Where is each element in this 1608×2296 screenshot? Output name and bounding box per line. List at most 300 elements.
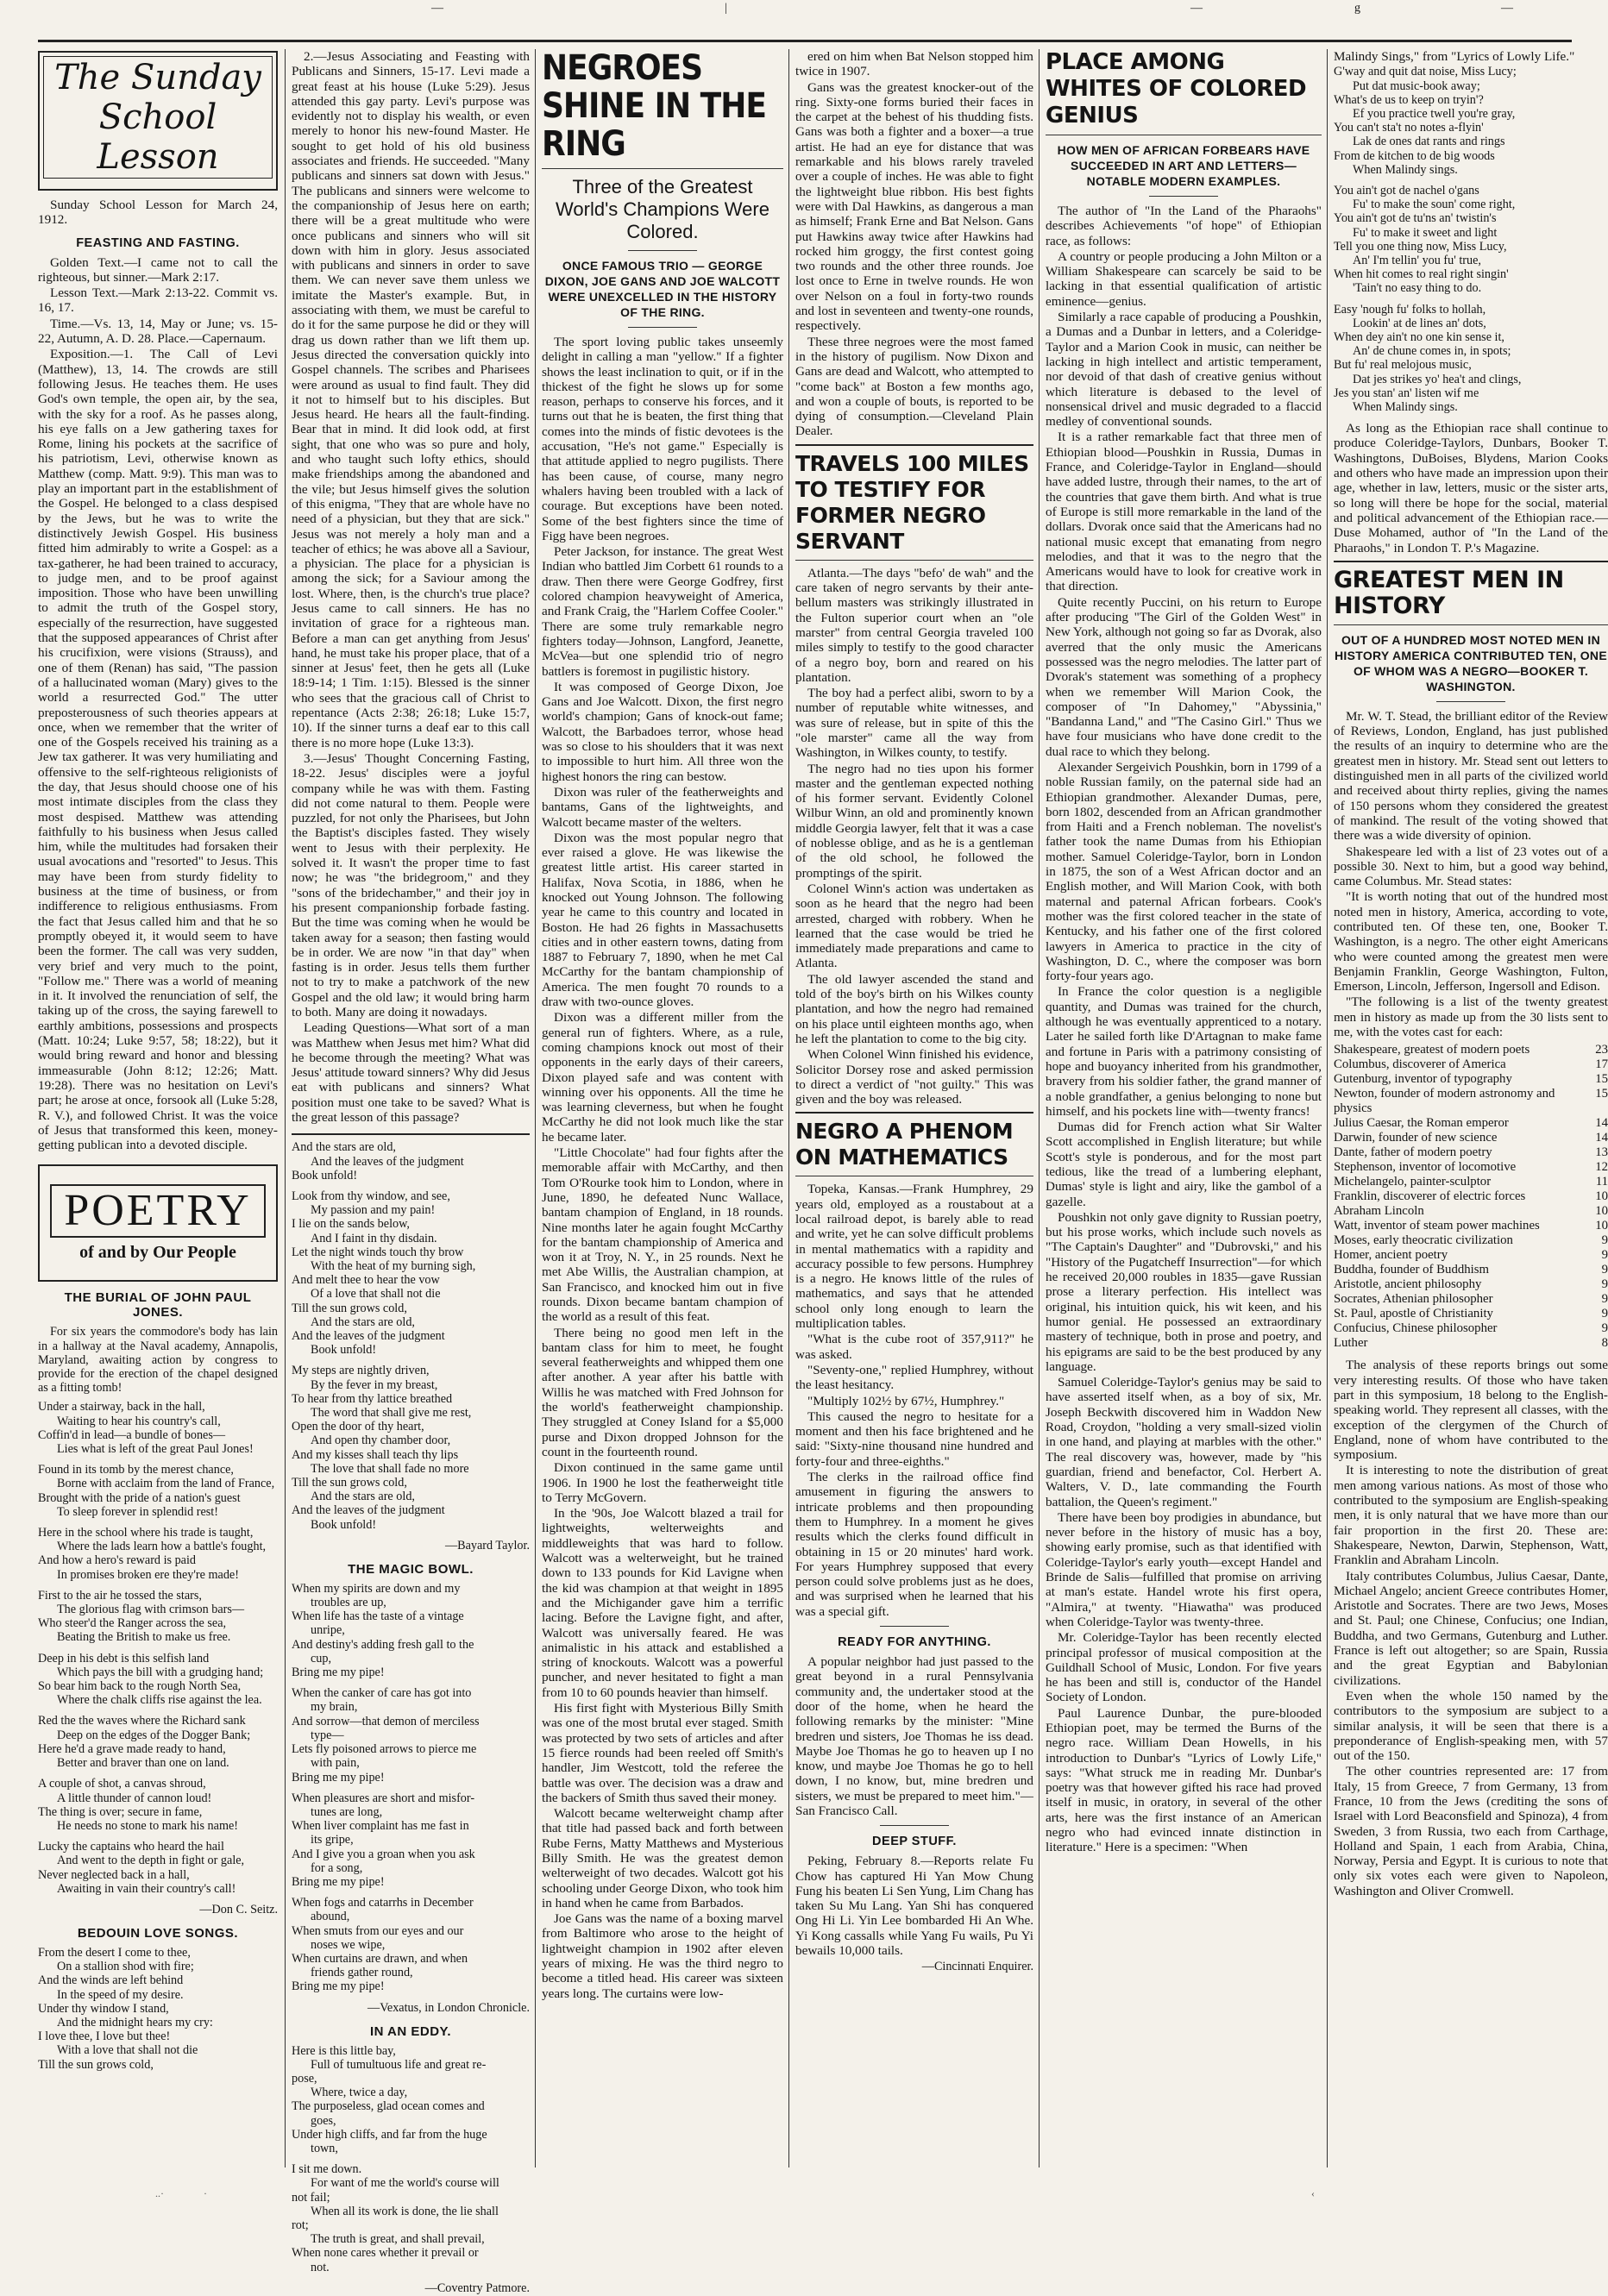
list-item-votes: 10 [1595, 1219, 1608, 1233]
poem-line: When all its work is done, the lie shall [311, 2204, 499, 2218]
poem-line: Coffin'd in lead—a bundle of bones— [38, 1427, 226, 1442]
poem-line: Here in the school where his trade is taught, [38, 1526, 254, 1540]
list-item-name: Michelangelo, painter-sculptor [1334, 1175, 1492, 1189]
list-item [1334, 1175, 1608, 1189]
sunday-school-box [38, 51, 278, 191]
list-item-votes: 23 [1595, 1043, 1608, 1057]
poem-line: Deep in his debt is this selfish land [38, 1651, 210, 1666]
list-item-votes: 15 [1595, 1087, 1608, 1101]
list-item-votes: 11 [1595, 1175, 1608, 1189]
poem-line: Who steer'd the Ranger across the sea, [38, 1616, 227, 1631]
list-item-name: Shakespeare, greatest of modern poets [1334, 1043, 1530, 1057]
poem-line: Bring me my pipe! [292, 1874, 385, 1889]
top-mark: — [431, 2, 443, 15]
list-item [1334, 1233, 1608, 1248]
article-headline: NEGRO A PHENOM ON MATHEMATICS [795, 1119, 1014, 1170]
list-item [1334, 1321, 1608, 1336]
article-paragraph: Mr. Coleridge-Taylor has been recently elected principal professor of musical composition at the Guildhall School of Music, London. For five years he has been and still is, conductor of the Handel Society of London. [1046, 1630, 1322, 1705]
article-paragraph: Atlanta.—The days "befo' de wah" and the care taken of negro servants by their ante-bellum masters was strikingly illustrated in the Fulton superior court when an "ole marster" from central Georgia traveled 100 miles simply to testify to the good character of a negro boy, born and reared on his plantation. [795, 565, 1033, 685]
poem-body [38, 1400, 278, 1896]
article-paragraph: Peter Jackson, for instance. The great West Indian who battled Jim Corbett 61 rounds to a draw. Then there were George Godfrey, first colored champion heavyweight of America, and Frank Craig, the "Harlem Coffee Cooler." There are some truly remarkable negro fighters today—Johnson, Langford, Jeanette, McVea—but one splendid trio of negro battlers is foremost in pugilistic history. [542, 544, 783, 679]
list-item-votes: 15 [1595, 1072, 1608, 1087]
article-paragraph: It is a rather remarkable fact that three men of Ethiopian blood—Poushkin in Russia, Dumas in France, and Coleridge-Taylor in England—should have added lustre, through their names, to the art of the countries that gave them birth. And what is true of Europe is still more remarkable in the land of the dollars. Dvorak once said that the Americans had no national music except that emanating from negro melodies, and that it was to the negro that the Americans would have to look for creative work in that direction. [1046, 430, 1322, 594]
poem-line: But fu' real melojous music, [1334, 358, 1472, 373]
article-paragraph: The boy had a perfect alibi, sworn to by a number of reputable white witnesses, and was sure of release, but in spite of this the "ole marster" came all the way from Washington, in Wilkes county, to testify. [795, 686, 1033, 761]
poem-line: And destiny's adding fresh gall to the [292, 1637, 474, 1652]
poem-line: By the fever in my breast, [311, 1377, 438, 1392]
article-paragraph: Paul Laurence Dunbar, the pure-blooded Ethiopian poet, may be termed the Burns of the negro race. William Dean Howells, in his introduction to Dunbar's "Lyrics of Lowly Life," says: "What struck me in reading Mr. Dunbar's poetry was that however gifted his race had proved itself in music, in oratory, in several of the other arts, here was the first instance of an American negro who had evinced innate distinction in literature." Here is a specimen: "When [1046, 1705, 1322, 1855]
poem-line: Of a love that shall not die [311, 1287, 441, 1302]
poem-body [292, 1140, 530, 1531]
poem-stanza [38, 1714, 278, 1770]
poem-line: Book unfold! [311, 1343, 377, 1358]
article-paragraph: There being no good men left in the bantam class for him to meet, he fought several featherweights and whipped them one after another. A year after his battle with Willis he was matched with Fred Johnson for the world's featherweight championship. They struggled at Coney Island for a $5,000 purse and Dixon dropped Johnson for the count in the fourteenth round. [542, 1325, 783, 1459]
article-paragraph: Dixon was a different miller from the general run of fighters. Where, as a rule, coming champions knock out most of their opponents in the early days of their careers, Dixon played safe and was content with winning over his opponents. All the time he was learning cleverness, but when he fought McCarthy he did not look much like the star he became later. [542, 1010, 783, 1145]
column-3 [542, 49, 783, 2167]
poetry-title: POETRY [50, 1184, 265, 1238]
golden-text: Golden Text.—I came not to call the righteous, but sinner.—Mark 2:17. [38, 254, 278, 285]
divider [795, 444, 1033, 446]
top-mark: | [725, 2, 727, 15]
poem-line: Brought with the pride of a nation's guest [38, 1490, 241, 1505]
poem-line: To hear from thy lattice breathed [292, 1391, 453, 1406]
article-title: READY FOR ANYTHING. [838, 1635, 991, 1650]
lesson-text: Lesson Text.—Mark 2:13-22. Commit vs. 16, 17. [38, 285, 278, 316]
poem-stanza [292, 1364, 530, 1531]
article-paragraph: Quite recently Puccini, on his return to Europe after producing "The Girl of the Golden West" in New York, although not going so far as Dvorak, also averred that the only music the Americans possessed was the negro melodies. The latter part of Dvorak's statement was something of a prophecy when we remember Will Marion Cook, the composer of "In Dahomey," "Abyssinia," "Bandanna Land," and "The Casino Girl." Thus we have four musicians who have done credit to the dual race to which they belong. [1046, 594, 1322, 759]
poem-signature: —Bayard Taylor. [444, 1538, 530, 1553]
poem-line: unripe, [311, 1623, 345, 1638]
article-headline: TRAVELS 100 MILES TO TESTIFY FOR FORMER NEGRO SERVANT [795, 450, 1029, 554]
article-paragraph: As long as the Ethiopian race shall continue to produce Coleridge-Taylors, Dunbars, Booker T. Washingtons, DuBoises, Blydens, Marion Cooks and others who have made an impression upon their age, whether in law, letters, music or the sister arts, so long will there be hope for the social, material and political advancement of the Ethiopian race.—Duse Mohamed, author of "In the Land of the Pharaohs," in London T. P.'s Magazine. [1334, 421, 1608, 555]
poem-line: And the leaves of the judgment [311, 1154, 464, 1169]
article-paragraph: "Little Chocolate" had four fights after the memorable affair with McCarthy, and then Tom O'Rourke took him to London, where in June, 1890, he defeated Nunc Wallace, bantam champion of England, in 18 rounds. Nine months later he again fought McCarthy for the bantam championship of America and won it at Troy, N. Y., in 25 rounds. Next he met Abe Willis, the Australian champion, at San Francisco, and knocked him out in five rounds. Dixon became bantam champion of the world as a result of this feat. [542, 1145, 783, 1325]
list-item-name: Julius Caesar, the Roman emperor [1334, 1116, 1509, 1131]
poem-line: First to the air he tossed the stars, [38, 1588, 202, 1603]
poem-stanza [292, 1582, 530, 1679]
list-item-votes: 9 [1601, 1321, 1608, 1336]
list-item [1334, 1219, 1608, 1233]
lesson-intro: Sunday School Lesson for March 24, 1912. [38, 198, 278, 228]
list-item-name: Luther [1334, 1336, 1368, 1351]
poem-line: I lie on the sands below, [292, 1217, 410, 1232]
poem-stanza [292, 1896, 530, 1993]
poem-line: not fail; [292, 2190, 330, 2205]
poem-line: To sleep forever in splendid rest! [57, 1504, 218, 1519]
article-paragraph: In the '90s, Joe Walcott blazed a trail for lightweights, welterweights and middleweights that was hard to follow. Walcott was a welterweight, but he trained down to 133 pounds for Kid Lavigne when the kid was champion at that weight in 1895 and the Michigander gave him a terrific lacing. Before the Lavigne fight, and after, Walcott was universally feared. He was animalistic in his attack and established a string of knockouts. Walcott was a powerful puncher, and never hesitated to fight a man from 10 to 60 pounds heavier than himself. [542, 1506, 783, 1700]
poem-line: When life has the taste of a vintage [292, 1609, 464, 1624]
column-6 [1334, 49, 1608, 2167]
poem-stanza [38, 1463, 278, 1519]
article-paragraph: ered on him when Bat Nelson stopped him twice in 1907. [795, 49, 1033, 79]
poem-line: And my kisses shall teach thy lips [292, 1447, 459, 1462]
poem-line: Here he'd a grave made ready to hand, [38, 1741, 226, 1756]
poem-line: I love thee, I love but thee! [38, 2029, 171, 2044]
article-paragraph: The sport loving public takes unseemly delight in calling a man "yellow." If a fighter shows the least inclination to quit, or if in the thickest of the fight he slows up for some reason, perhaps to conserve his forces, and it turns out that he is beaten, the first thing that comes into the minds of fistic devotees is the accusation, "He's not game." Especially is that attitude applied to negro pugilists. There has been cause, of course, many negro whalers having been troubled with a lack of courage. But exceptions have been noted. Some of the best fighters since the time of Figg have been negroes. [542, 335, 783, 543]
divider [628, 250, 697, 251]
poem-stanza [38, 1526, 278, 1582]
poem-line: not. [311, 2260, 330, 2274]
poem-line: Look from thy window, and see, [292, 1189, 450, 1203]
poem-line: You ain't got de nachel o'gans [1334, 183, 1479, 198]
article-paragraph: "It is worth noting that out of the hundred most noted men in history, America, according to vote, contributed ten. Of these ten, one, Booker T. Washington, is a negro. The other eight Americans who were counted among the greatest men were Benjamin Franklin, George Washington, Fulton, Emerson, Lincoln, Jefferson, Ingersoll and Edison. [1334, 889, 1608, 994]
article-paragraph: Topeka, Kansas.—Frank Humphrey, 29 years old, employed as a roustabout at a local railroad depot, is barely able to read and write, yet he can solve difficult problems in mental mathematics with a rapidity and accuracy possible to few persons. Humphrey is a negro. He knows little of the rules of mathematics, and says that he attended school only long enough to learn the multiplication tables. [795, 1182, 1033, 1332]
article-paragraph: His first fight with Mysterious Billy Smith was one of the most brutal ever staged. Smith was protected by two sets of articles and after 15 fierce rounds had been reeled off Smith's handler, Jim Westcott, told the referee the battle was over. The decision was a draw and the backers of Smith thus saved their money. [542, 1701, 783, 1805]
article-deck: HOW MEN OF AFRICAN FORBEARS HAVE SUCCEEDED IN ART AND LETTERS—NOTABLE MODERN EXAMPLES. [1057, 143, 1310, 188]
poem-line: Bring me my pipe! [292, 1666, 385, 1680]
poem-line: G'way and quit dat noise, Miss Lucy; [1334, 65, 1517, 79]
list-item-votes: 9 [1601, 1263, 1608, 1277]
article-body [1334, 709, 1608, 1040]
poem-line: Easy 'nough fu' folks to hollah, [1334, 302, 1486, 317]
poem-line: So bear him back to the rough North Sea, [38, 1679, 242, 1694]
column-rule [788, 49, 789, 2167]
poem-intro: Malindy Sings," from "Lyrics of Lowly Life." [1334, 49, 1575, 64]
poem-line: The truth is great, and shall prevail, [311, 2232, 485, 2247]
list-item [1334, 1043, 1608, 1057]
article-paragraph: Dixon was ruler of the featherweights and bantams, Gans of the lightweights, and Walcott became master of the welters. [542, 784, 783, 830]
poem-line: Where the lads learn how a battle's fought, [57, 1540, 267, 1554]
divider [542, 168, 783, 169]
article-paragraph: When Colonel Winn finished his evidence, Solicitor Dorsey rose and asked permission to direct a verdict of "not guilty." This was given and the boy was released. [795, 1047, 1033, 1107]
poem-body [292, 1582, 530, 1994]
top-marks [0, 2, 1584, 21]
list-item-votes: 9 [1601, 1233, 1608, 1248]
list-item-votes: 8 [1601, 1336, 1608, 1351]
poem-line: When fogs and catarrhs in December [292, 1896, 474, 1910]
poem-line: And the stars are old, [292, 1140, 396, 1155]
poem-line: Which pays the bill with a grudging hand; [57, 1665, 264, 1679]
article-paragraph: The author of "In the Land of the Pharaohs" describes Achievements "of hope" of Ethiopian race, as follows: [1046, 204, 1322, 248]
poem-title: BEDOUIN LOVE SONGS. [77, 1925, 239, 1941]
lesson-paragraph: 3.—Jesus' Thought Concerning Fasting, 18-22. Jesus' disciples were a joyful company while he was with them. Fasting did not come natural to them. People were puzzled, for not only the Pharisees, but John the Baptist's disciples fasted. They wisely went to Jesus with their perplexity. He solved it. It wasn't the proper time to fast now; he was "the bridegroom," and they "sons of the bridechamber," and their joy in his present companionship forbade fasting. But the time was coming when he would be taken away for a season; then fasting would be in order. We are now "in that day" when fasting is in order. Jesus tells them further not to try to make a patchwork of the new Gospel and the old law; it would bring harm to both. Many are doing it nowadays. [292, 750, 530, 1019]
article-paragraph: "Seventy-one," replied Humphrey, without the least hesitancy. [795, 1362, 1033, 1393]
list-item-votes: 13 [1595, 1145, 1608, 1160]
column-1 [38, 49, 278, 2167]
article-paragraph: The negro had no ties upon his former master and the gentleman expected nothing of his former servant. Evidently Colonel Wilbur Winn, an old and prominently known middle Georgia lawyer, felt that it was a case of noblesse oblige, and as he is a gentleman of the old school, he followed the promptings of the spirit. [795, 761, 1033, 881]
poem-line: A couple of shot, a canvas shroud, [38, 1777, 206, 1791]
list-item-name: Newton, founder of modern astronomy and physics [1334, 1087, 1555, 1116]
poem-line: You ain't got de tu'ns an' twistin's [1334, 211, 1497, 226]
divider [1436, 701, 1505, 702]
poem-stanza [292, 2044, 530, 2156]
poem-line: On a stallion shod with fire; [57, 1960, 194, 1974]
list-item [1334, 1057, 1608, 1072]
article-body [795, 566, 1033, 1107]
poem-line: Lets fly poisoned arrows to pierce me [292, 1742, 477, 1757]
poem-line: He needs no stone to mark his name! [57, 1818, 238, 1833]
poem-title: THE MAGIC BOWL. [348, 1561, 474, 1577]
poem-line: The love that shall fade no more [311, 1461, 469, 1476]
poem-line: pose, [292, 2071, 317, 2086]
poem-line: When dey ain't no one kin sense it, [1334, 329, 1504, 344]
poem-line: And the stars are old, [311, 1490, 415, 1504]
article-paragraph: In France the color question is a negligible quantity, and Dumas was trained for the church, although he was eventually apprenticed to a notary. Later he sailed forth like D'Artagnan to make fame and fortune in Paris with a patrimony consisting of hope and buoyancy inherited from his grandmother, bravery from his soldier father, the grand manner of a noble grandfather, a genius belonging to none but himself, and his pockets line with—twenty francs! [1046, 984, 1322, 1119]
poem-line: friends gather round, [311, 1966, 413, 1980]
poem-line: When my spirits are down and my [292, 1581, 461, 1596]
poem-line: And the midnight hears my cry: [57, 2015, 213, 2029]
greatest-men-list [1334, 1043, 1608, 1351]
divider [1334, 561, 1608, 562]
poem-line: Awaiting in vain their country's call! [57, 1881, 236, 1896]
poem-line: Borne with acclaim from the land of France, [57, 1477, 275, 1491]
article-body [542, 335, 783, 2001]
article-paragraph: A popular neighbor had just passed to the great beyond in a rural Pennsylvania community and, the undertaker stood at the door of the home, when he heard the following remarks by the minister: "Mine bredren und sisters, Joe Thomas he iss dead. Maybe Joe Thomas he go to heaven up I no know, und maybe Joe Thomas he go to hell down, I no know, but, mine bredren und sisters, we must be prepared to meet him."—San Francisco Call. [795, 1654, 1033, 1818]
article-paragraph: Dumas did for French action what Sir Walter Scott accomplished in English literature; but while Scott's style is ponderous, and for the most part tedious, like the tread of a lumbering elephant, Dumas' style is light and airy, like the gambol of a gazelle. [1046, 1120, 1322, 1209]
article-paragraph: Dixon continued in the same game until 1906. In 1900 he lost the featherweight title to Terry McGovern. [542, 1460, 783, 1505]
poem-line: When liver complaint has me fast in [292, 1819, 469, 1834]
poem-line: Tell you one thing now, Miss Lucy, [1334, 239, 1507, 254]
article-paragraph: Peking, February 8.—Reports relate Fu Chow has captured Hi Yan Mow Chung Fung his beaten Li Sen Yung, Lim Chang has taken Su Mu Lang. Yan Shi has conquered Ong Hi Li. Yin Lee bombarded Hi An Whe. Yi Kong cassalls while Yang Fu wails, Pu Yi bewails 10,000 tails. [795, 1854, 1033, 1959]
poem-line: Lucky the captains who heard the hail [38, 1840, 224, 1854]
article-paragraph: This caused the negro to hesitate for a moment and then his face brightened and he said: "Sixty-nine thousand nine hundred and forty-four and three-eighths." [795, 1408, 1033, 1469]
article-paragraph: "The following is a list of the twenty greatest men in history as made up from the 30 lists sent to me, with the votes cast for each: [1334, 994, 1608, 1040]
poem-line: Book unfold! [292, 1168, 358, 1183]
list-item-votes: 9 [1601, 1307, 1608, 1321]
poem-line: town, [311, 2141, 338, 2155]
article-headline: PLACE AMONG WHITES OF COLORED GENIUS [1046, 49, 1307, 129]
poem-line: An' I'm tellin' you fu' true, [1353, 253, 1481, 267]
lesson-time: Time.—Vs. 13, 14, May or June; vs. 15-22, Autumn, A. D. 28. Place.—Capernaum. [38, 316, 278, 347]
lesson-questions: Leading Questions—What sort of a man was Matthew when Jesus met him? What did he become through the meeting? What was Jesus' attitude toward sinners? Why did Jesus eat with publicans and sinners? What position must one take to be saved? What is the great lesson of this passage? [292, 1020, 530, 1126]
list-item-votes: 12 [1595, 1160, 1608, 1175]
top-mark: — [1190, 2, 1203, 15]
divider [795, 1112, 1033, 1113]
poem-line: Here is this little bay, [292, 2043, 396, 2058]
poem-line: Waiting to hear his country's call, [57, 1414, 221, 1428]
poem-line: Put dat music-book away; [1353, 78, 1480, 93]
poem-line: type— [311, 1728, 344, 1742]
list-item [1334, 1292, 1608, 1307]
poem-stanza [292, 1140, 530, 1183]
article-deck: OUT OF A HUNDRED MOST NOTED MEN IN HISTORY AMERICA CONTRIBUTED TEN, ONE OF WHOM WAS A NEGRO—BOOKER T. WASHINGTON. [1335, 632, 1607, 693]
column-rule [1327, 49, 1328, 2167]
poem-line: And melt thee to hear the vow [292, 1273, 440, 1288]
divider [880, 1626, 949, 1627]
poem-line: Where the chalk cliffs rise against the lea. [57, 1693, 262, 1708]
poem-line: An' de chune comes in, in spots; [1353, 344, 1511, 359]
list-item-name: Gutenburg, inventor of typography [1334, 1072, 1512, 1087]
list-item [1334, 1160, 1608, 1175]
poem-line: The purposeless, glad ocean comes and [292, 2099, 485, 2114]
poem-line: I sit me down. [292, 2162, 362, 2177]
article-paragraph: It is interesting to note the distribution of great men among various nations. As most of those who contributed to the symposium are English-speaking men, it is only natural that we have more than our fair proportion in the first 20. These are: Shakespeare, Newton, Darwin, Stephenson, Watt, Franklin and Abraham Lincoln. [1334, 1463, 1608, 1568]
poem-line: my brain, [311, 1700, 358, 1715]
poem-stanza [38, 1589, 278, 1645]
list-item-votes: 14 [1595, 1131, 1608, 1145]
article-paragraph: Gans was the greatest knocker-out of the ring. Sixty-one forms buried their faces in the carpet at the behest of his thudding fists. Gans was both a fighter and a boxer—a true artist. He had an eye for distance that was remarkable and his blows rarely traveled over a couple of inches. He was able to fight the lightweight blue ribbon. His best fights were with Dal Hawkins, as dangerous a man as himself; Frank Erne and Bat Nelson. Gans put Hawkins away twice after Hawkins had rocked him groggy, the first contest going two rounds and the other three rounds. Joe lost once to Erne in twelve rounds. He won over Nelson on a foul in forty-two rounds and lost in seventeen and twenty-one rounds, respectively. [795, 79, 1033, 334]
list-item [1334, 1087, 1608, 1116]
lesson-subtitle: FEASTING AND FASTING. [76, 235, 240, 250]
article-title: DEEP STUFF. [872, 1835, 957, 1849]
poem-stanza [292, 1686, 530, 1784]
poem-line: And the leaves of the judgment [292, 1329, 445, 1344]
poem-title: THE BURIAL OF JOHN PAUL JONES. [64, 1290, 252, 1321]
article-paragraph: Samuel Coleridge-Taylor's genius may be said to have asserted itself when, as a boy of six, Mr. Joseph Beckwith discovered him in Waddon New Road, Croydon, "holding a very small-sized violin in one hand, and playing at marbles with the other." The real discovery was, however, made by "his guardian, friend and benefactor, Col. Herbert A. Walters, V. D., late commanding the Fourth battalion, the Queen's regiment." [1046, 1375, 1322, 1509]
poem-line: When pleasures are short and misfor- [292, 1791, 475, 1805]
list-item [1334, 1116, 1608, 1131]
poem-line: What's de us to keep on tryin'? [1334, 92, 1484, 107]
list-item-votes: 9 [1601, 1248, 1608, 1263]
article-body [795, 1182, 1033, 1619]
poem-line: When hit comes to real right singin' [1334, 267, 1509, 282]
article-paragraph: The old lawyer ascended the stand and told of the boy's birth on his Wilkes county plantation, and how the negro had remained on his place until eighteen months ago, when he left the plantation to come to the big city. [795, 971, 1033, 1046]
article-paragraph: Italy contributes Columbus, Julius Caesar, Dante, Michael Angelo; ancient Greece contributes Homer, Aristotle and Socrates. There are two Jews, Moses and St. Paul; one Chinese, Confucius; one Indian, Buddha, and two Germans, Gutenburg and Luther. France is left out altogether; so are Spain, Russia and the great Egyptian and Babylonian civilizations. [1334, 1568, 1608, 1688]
sunday-school-title: The Sunday School Lesson [54, 58, 261, 177]
poem-line: Lak de ones dat rants and rings [1353, 135, 1505, 149]
poem-line: Fu' to make it sweet and light [1353, 225, 1498, 240]
list-item-name: Stephenson, inventor of locomotive [1334, 1160, 1517, 1175]
lesson-exposition: Exposition.—1. The Call of Levi (Matthew), 13, 14. The crowds are still following Jesus. He teaches them. He uses God's own temple, the open air, by the sea, with the sky for a roof. As he passes along, his eye falls on a Jew gathering taxes for Rome, lining his pockets at the sacrifice of his patriotism, Levi, otherwise known as Matthew (comp. Matt. 9:9). This man was to play an important part in the establishment of the Gospel. He belonged to a class despised by the Jews, but he was to write the distinctively Jewish Gospel. His business fitted him admirably to write a Gospel: as a tax-gatherer, he had been trained to accuracy, to judge men, and to be proof against imposition. Those who have been unwilling to admit the truth of the Gospel story, especially of the resurrection, have suggested that the supposed appearances of Christ after his crucifixion, were visions (Strauss), and one of them (Renan) has said, "The passion of a hallucinated woman (Mary) gives to the world a resurrected God." The utter preposterousness of such theories appears at once, when we remember that the writer of one of the Gospels received his training as a Jew tax gatherer. It was very humiliating and offensive to the self-righteous religionists of the day, that Jesus should choose one of his most intimate disciples from the class they most despised. Matthew was attending faithfully to his business when Jesus called him, while the multitudes had forsaken their usual avocations and "resorted" to Jesus. This may have been from sturdy fidelity to business at the time of business, or from indifference to religious enthusiasms. From the fact that Jesus called him and that he so promptly obeyed it, it would seem to have been the former. The call was very sudden, very brief and very much to the point, "Follow me." There was a world of meaning in it. It involved the renunciation of self, the taking up of the cross, the saying farewell to earthly ambitions, possessions and prospects (Matt. 10:24; Luke 9:57, 58; 18:22), but it would bring reward and honor and blessing immeasurable (John 8:12; 12:26; Matt. 19:28). There was no hesitation on Levi's part; he arose at once, forsook all (Luke 5:28, R. V.), and followed Christ. It was the voice of Jesus that transformed this keen, money-getting publican into a devoted disciple. [38, 347, 278, 1153]
list-item-name: Buddha, founder of Buddhism [1334, 1263, 1490, 1277]
article-paragraph: There have been boy prodigies in abundance, but never before in the history of music has a boy, showing early promise, such as that identified with Coleridge-Taylor's early youth—except Handel and Brinde de Salis—fulfilled that promise on arriving at man's estate. Handel wrote his first opera, "Almira," at twenty. "Hiawatha" was produced when Coleridge-Taylor was twenty-three. [1046, 1509, 1322, 1629]
poem-line: When the canker of care has got into [292, 1686, 472, 1701]
list-item-name: Abraham Lincoln [1334, 1204, 1424, 1219]
poem-line: With a love that shall not die [57, 2043, 198, 2058]
article-paragraph: The clerks in the railroad office find amusement in figuring the answers to intricate problems and then propounding them to Humphrey. In a moment he gives results which the clerks found difficult in obtaining in 15 or 20 minutes' hard work. For years Humphrey supposed that every person could solve problems just as he does, and was surprised when he learned that his was a special gift. [795, 1470, 1033, 1619]
poem-stanza [38, 1840, 278, 1896]
list-item [1334, 1131, 1608, 1145]
list-item-votes: 10 [1595, 1204, 1608, 1219]
poem-line: A little thunder of cannon loud! [57, 1791, 212, 1805]
poem-stanza [38, 1652, 278, 1708]
list-item-name: Watt, inventor of steam power machines [1334, 1219, 1540, 1233]
list-item-name: Moses, early theocratic civilization [1334, 1233, 1513, 1248]
list-item-name: Dante, father of modern poetry [1334, 1145, 1492, 1160]
poem-line: And the leaves of the judgment [292, 1503, 445, 1518]
column-rule [285, 49, 286, 2167]
poem-line: Let the night winds touch thy brow [292, 1245, 464, 1259]
poem-line: Lookin' at de lines an' dots, [1353, 316, 1486, 330]
article-paragraph: Shakespeare led with a list of 23 votes out of a possible 30. Next to him, but a good way behind, came Columbus. Mr. Stead states: [1334, 844, 1608, 889]
column-rule [535, 49, 536, 2167]
article-paragraph: Mr. W. T. Stead, the brilliant editor of the Review of Reviews, London, England, has just published the results of an inquiry to determine who are the greatest men in history. Mr. Stead sent out letters to distinguished men in all parts of the civilized world and received about thirty replies, giving the names of 150 persons whom they considered the greatest of mankind. The result of the voting showed that there was a wide diversity of opinion. [1334, 708, 1608, 844]
list-item [1334, 1204, 1608, 1219]
list-item-name: Franklin, discoverer of electric forces [1334, 1189, 1526, 1204]
list-item [1334, 1277, 1608, 1292]
poem-body [38, 1946, 278, 2072]
poem-line: When Malindy sings. [1353, 162, 1458, 177]
poem-signature: —Vexatus, in London Chronicle. [367, 2000, 530, 2015]
list-item [1334, 1248, 1608, 1263]
poem-body [1334, 65, 1608, 414]
poem-line: troubles are up, [311, 1596, 386, 1610]
poem-line: Where, twice a day, [311, 2086, 408, 2100]
article-headline: GREATEST MEN IN HISTORY [1334, 566, 1564, 619]
poem-line: Bring me my pipe! [292, 1979, 385, 1994]
poem-line: Fu' to make the soun' come right, [1353, 198, 1516, 212]
poem-line: tunes are long, [311, 1804, 383, 1819]
list-item [1334, 1307, 1608, 1321]
poem-line: In promises broken ere they're made! [57, 1567, 239, 1582]
divider [628, 327, 697, 328]
poem-stanza [38, 1400, 278, 1456]
poem-line: You can't sta't no notes a-flyin' [1334, 121, 1484, 135]
poem-stanza [38, 1777, 278, 1833]
poem-line: For want of me the world's course will [311, 2176, 499, 2191]
list-item [1334, 1336, 1608, 1351]
article-paragraph: Joe Gans was the name of a boxing marvel from Baltimore who arose to the height of lightweight champion in 1902 after eleven years of mixing. He was the third negro to become a titled head. His career was sixteen years long. The curtains were low- [542, 1911, 783, 2001]
list-item-votes: 17 [1595, 1057, 1608, 1072]
poem-line: Full of tumultuous life and great re- [311, 2057, 487, 2072]
list-item-votes: 9 [1601, 1292, 1608, 1307]
poem-title: IN AN EDDY. [369, 2023, 452, 2039]
poem-line: My passion and my pain! [311, 1203, 436, 1218]
poem-line: Till the sun grows cold, [292, 1476, 407, 1490]
poem-line: Lies what is left of the great Paul Jones! [57, 1442, 254, 1457]
column-4 [795, 49, 1033, 2167]
poetry-subtitle: of and by Our People [79, 1242, 236, 1262]
poem-stanza [1334, 303, 1608, 415]
article-body [1046, 204, 1322, 1855]
bottom-mark: ‹ [1311, 2187, 1315, 2199]
poem-line: And sorrow—that demon of merciless [292, 1714, 480, 1728]
list-item-name: Confucius, Chinese philosopher [1334, 1321, 1498, 1336]
poem-stanza [38, 1946, 278, 2072]
article-body [1334, 1358, 1608, 1898]
poem-body [292, 2044, 530, 2274]
top-mark: g [1354, 2, 1360, 15]
article-body [795, 49, 1033, 439]
poem-stanza [292, 2162, 530, 2274]
poem-line: Till the sun grows cold, [292, 1301, 407, 1315]
list-item-name: Homer, ancient poetry [1334, 1248, 1448, 1263]
list-item-votes: 9 [1601, 1277, 1608, 1292]
poem-line: Found in its tomb by the merest chance, [38, 1463, 234, 1477]
list-item [1334, 1189, 1608, 1204]
poem-line: And went to the depth in fight or gale, [57, 1854, 245, 1868]
poem-line: And the stars are old, [311, 1314, 415, 1329]
poem-line: When Malindy sings. [1353, 399, 1458, 414]
article-paragraph: Similarly a race capable of producing a Poushkin, a Dumas and a Dunbar in letters, and a Coleridge-Taylor and a Marion Cook in music, can neither be lacking in high intellect and artistic temperament, nor devoid of that dash of creative genius without which literature is debased to the level of nonsensical drivel and music degraded to a flaccid medley of conventional sounds. [1046, 310, 1322, 430]
poem-line: When smuts from our eyes and our [292, 1923, 464, 1938]
poem-line: rot; [292, 2218, 309, 2232]
bottom-mark: ..· [155, 2187, 164, 2199]
poem-line: Deep on the edges of the Dogger Bank; [57, 1728, 251, 1742]
bottom-mark: · [204, 2187, 207, 2199]
poem-intro: For six years the commodore's body has lain in a hallway at the Naval academy, Annapolis, Maryland, awaiting action by congress to provide for the erection of the chapel designed as a fitting tomb! [38, 1325, 278, 1396]
list-item [1334, 1072, 1608, 1087]
poem-line: And I faint in thy disdain. [311, 1231, 437, 1245]
article-headline: NEGROES SHINE IN THE RING [542, 48, 766, 164]
poem-line: for a song, [311, 1860, 363, 1875]
divider [292, 1133, 530, 1135]
poem-line: Bring me my pipe! [292, 1770, 385, 1785]
poem-stanza [1334, 65, 1608, 177]
poem-line: And I give you a groan when you ask [292, 1847, 475, 1861]
poem-line: cup, [311, 1651, 332, 1666]
article-paragraph: A country or people producing a John Milton or a William Shakespeare can scarcely be said to be lacking in that essential qualification of artistic eminence—genius. [1046, 248, 1322, 309]
article-paragraph: It was composed of George Dixon, Joe Gans and Joe Walcott. Dixon, the first negro world's champion; Gans of knock-out fame; Walcott, the Barbadoes terror, whose head was so close to his shoulders that it was next to impossible to hurt him. All three won the highest honors the ring can bestow. [542, 679, 783, 784]
poem-line: noses we wipe, [311, 1937, 386, 1952]
poem-stanza [1334, 184, 1608, 296]
column-5 [1046, 49, 1322, 2167]
poem-line: Beating the British to make us free. [57, 1630, 231, 1645]
divider [1149, 196, 1218, 197]
top-mark: — [1501, 2, 1513, 15]
poem-line: The word that shall give me rest, [311, 1406, 472, 1421]
article-paragraph: Colonel Winn's action was undertaken as soon as he heard that the negro had been arrested, charged with robbery. When he learned that the case would be tried he immediately made preparations and came to Atlanta. [795, 881, 1033, 971]
page-frame [38, 40, 1608, 2295]
article-signature: —Cincinnati Enquirer. [921, 1960, 1033, 1974]
poem-line: Never neglected back in a hall, [38, 1867, 190, 1882]
poem-line: 'Tain't no easy thing to do. [1353, 281, 1482, 296]
article-subheadline: Three of the Greatest World's Champions Were Colored. [556, 176, 769, 242]
list-item-votes: 14 [1595, 1116, 1608, 1131]
poem-line: Ef you practice twell you're gray, [1353, 106, 1516, 121]
article-paragraph: "What is the cube root of 357,911?" he was asked. [795, 1332, 1033, 1362]
poem-line: Till the sun grows cold, [38, 2057, 154, 2072]
